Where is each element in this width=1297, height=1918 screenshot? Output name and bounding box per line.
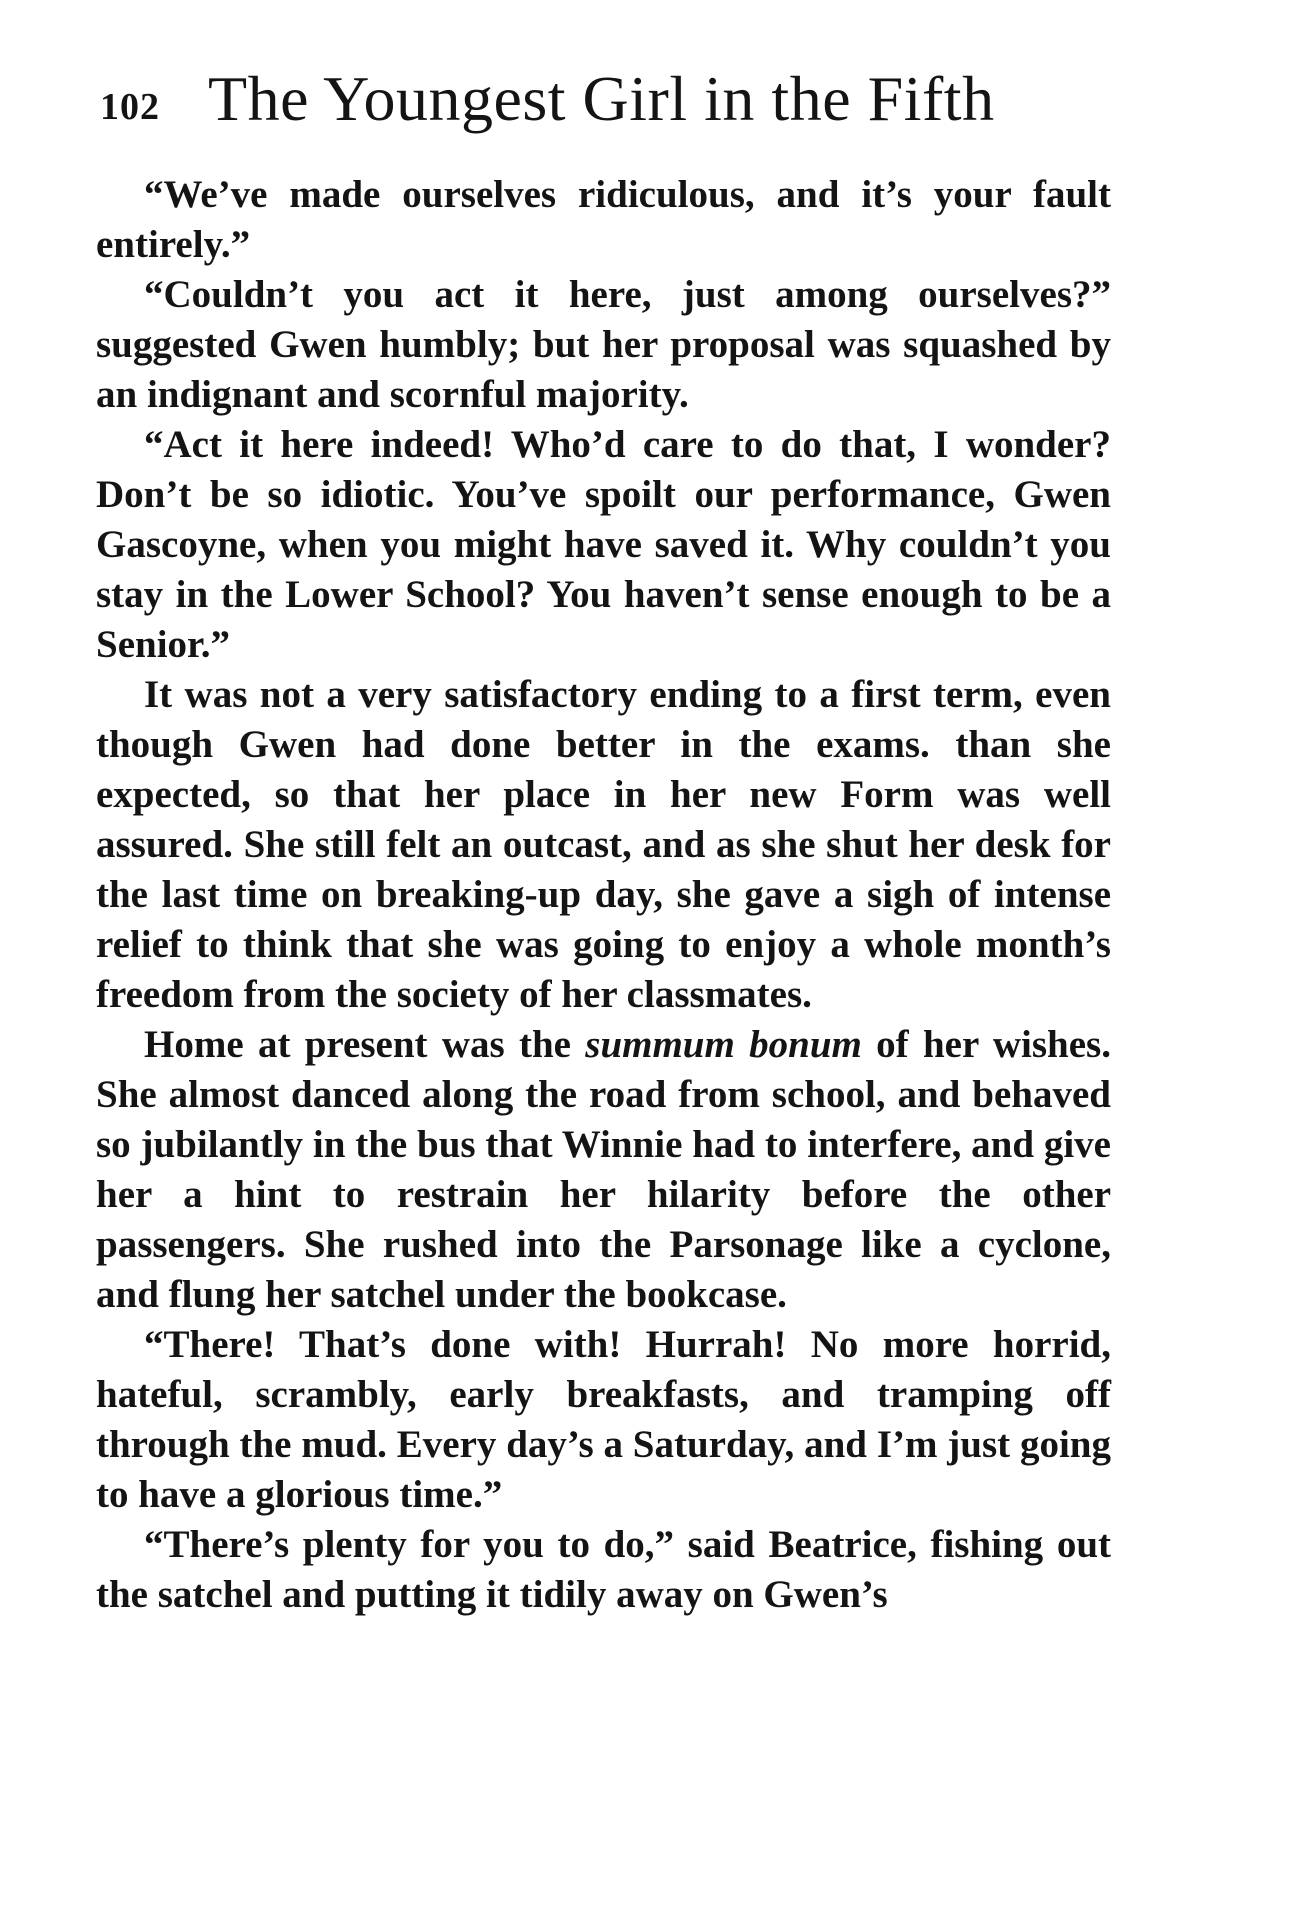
page-number: 102	[100, 86, 160, 128]
paragraph-3: “Act it here indeed! Who’d care to do that, I wonder? Don’t be so idiotic. You’ve spoilt our performance, Gwen Gascoyne, when you might have saved it. Why couldn’t you stay in the Lower School? You haven’t sense enough to be a Senior.”	[96, 423, 1111, 666]
paragraph-4: It was not a very satisfactory ending to a first term, even though Gwen had done better in the exams. than she expected, so that her place in her new Form was well assured. She still felt an outcast, and as she shut her desk for the last time on breaking-up day, she gave a sigh of intense relief to think that she was going to enjoy a whole month’s freedom from the society of her classmates.	[96, 673, 1111, 1016]
paragraph-7: “There’s plenty for you to do,” said Beatrice, fishing out the satchel and putting it tidily away on Gwen’s	[96, 1523, 1111, 1616]
running-title: The Youngest Girl in the Fifth	[208, 63, 995, 134]
page-header	[100, 62, 1120, 152]
paragraph-5-start: Home at present was the	[144, 1023, 586, 1066]
paragraph-5	[96, 1020, 1111, 1320]
latin-phrase: summum bonum	[585, 1023, 862, 1066]
paragraph-5-end: of her wishes. She almost danced along the road from school, and behaved so jubilantly in the bus that Winnie had to interfere, and give her a hint to restrain her hilarity before the other passengers. She rushed into the Parsonage like a cyclone, and flung her satchel under the bookcase.	[96, 1023, 1111, 1316]
body-text	[96, 170, 1111, 1620]
paragraph-6: “There! That’s done with! Hurrah! No more horrid, hateful, scrambly, early breakfasts, and tramping off through the mud. Every day’s a Saturday, and I’m just going to have a glorious time.”	[96, 1323, 1111, 1516]
paragraph-2: “Couldn’t you act it here, just among ourselves?” suggested Gwen humbly; but her proposal was squashed by an indignant and scornful majority.	[96, 273, 1111, 416]
paragraph-1: “We’ve made ourselves ridiculous, and it’s your fault entirely.”	[96, 173, 1111, 266]
